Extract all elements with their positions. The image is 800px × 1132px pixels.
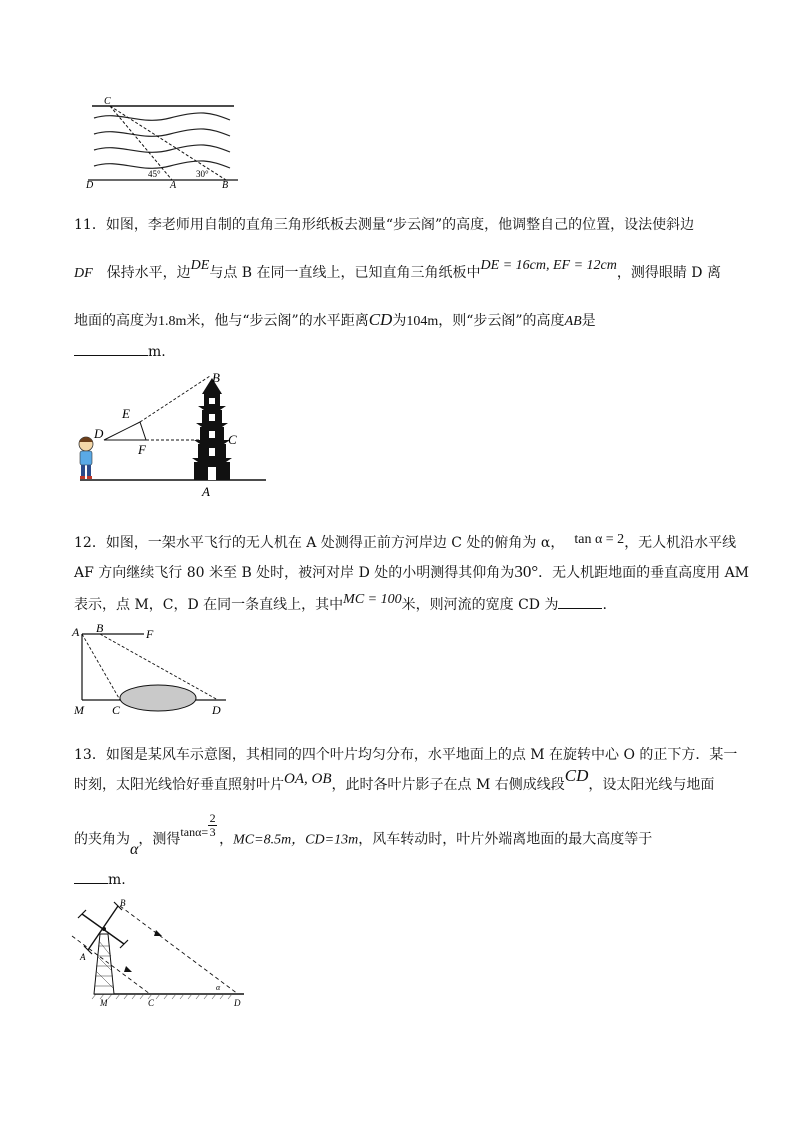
fig11-label-e: E (122, 406, 130, 421)
fig13-windmill-diagram (68, 896, 248, 1010)
fig13-label-b: B (120, 898, 126, 908)
q12-answer-blank[interactable] (558, 608, 602, 609)
q11-line1: 11．如图，李老师用自制的直角三角形纸板去测量“步云阁”的高度，他调整自己的位置，设法使斜边 (74, 217, 695, 233)
q11-answer-blank[interactable] (74, 355, 148, 356)
boy-icon (79, 437, 93, 479)
fig12-drone-river-diagram (70, 622, 240, 716)
fig12-label-a: A (72, 625, 80, 639)
fig10-label-a: A (170, 180, 177, 190)
fig10-river-diagram (80, 96, 240, 190)
q12-line3: 表示，点 M，C，D 在同一条直线上，其中MC = 100米，则河流的宽度 CD 为 . (74, 592, 607, 613)
q13-line1: 13．如图是某风车示意图，其相同的四个叶片均匀分布，水平地面上的点 M 在旋转中心 O 的正下方．某一 (74, 747, 738, 763)
q12-line2: AF 方向继续飞行 80 米至 B 处时，被河对岸 D 处的小明测得其仰角为30°．无人机距地面的垂直高度用 AM (74, 562, 750, 581)
fig11-label-b: B (212, 372, 220, 385)
fig10-label-c: C (104, 96, 111, 107)
fig13-label-c: C (148, 998, 155, 1008)
fig12-label-m: M (74, 703, 84, 716)
q13-line2: 时刻，太阳光线恰好垂直照射叶片OA, OB，此时各叶片影子在点 M 右侧成线段CD，设太阳光线与地面 (74, 766, 715, 793)
q11-line2: DF 保持水平，边DE与点 B 在同一直线上，已知直角三角纸板中DE = 16cm, EF = 12cm，测得眼睛 D 离 (74, 258, 721, 281)
q11-line3: 地面的高度为1.8m米，他与“步云阁”的水平距离CD为104m，则“步云阁”的高度AB是 (74, 310, 596, 329)
fig10-angle-45: 45° (148, 169, 161, 179)
fig12-label-c: C (112, 703, 121, 716)
fig13-label-alpha: α (216, 983, 221, 992)
fig10-label-b: B (222, 180, 229, 190)
fig11-label-f: F (138, 442, 146, 457)
q11-line4: m. (74, 344, 166, 360)
fig12-label-d: D (212, 703, 221, 716)
fig11-label-c: C (228, 432, 237, 447)
fig12-label-b: B (96, 622, 104, 635)
fig10-angle-30: 30° (196, 169, 209, 179)
q13-answer-blank[interactable] (74, 883, 108, 884)
fig11-label-d: D (94, 426, 104, 441)
fig11-label-a: A (202, 484, 210, 499)
fig13-label-d: D (234, 998, 241, 1008)
fig11-pagoda-diagram (74, 372, 274, 500)
q13-line4: m. (74, 872, 126, 888)
fig13-label-a: A (80, 952, 86, 962)
q12-line1: 12．如图，一架水平飞行的无人机在 A 处测得正前方河岸边 C 处的俯角为 α， tan α = 2，无人机沿水平线 (74, 532, 737, 551)
fig13-label-m: M (100, 998, 108, 1008)
fig10-label-d: D (86, 180, 94, 190)
fig12-label-f: F (146, 627, 154, 641)
q13-line3: 的夹角为α，测得tanα= $\frac{2}{3}$ ，MC=8.5m，CD=13m，风车转动时，叶片外端离地面的最大高度等于 (74, 811, 653, 858)
